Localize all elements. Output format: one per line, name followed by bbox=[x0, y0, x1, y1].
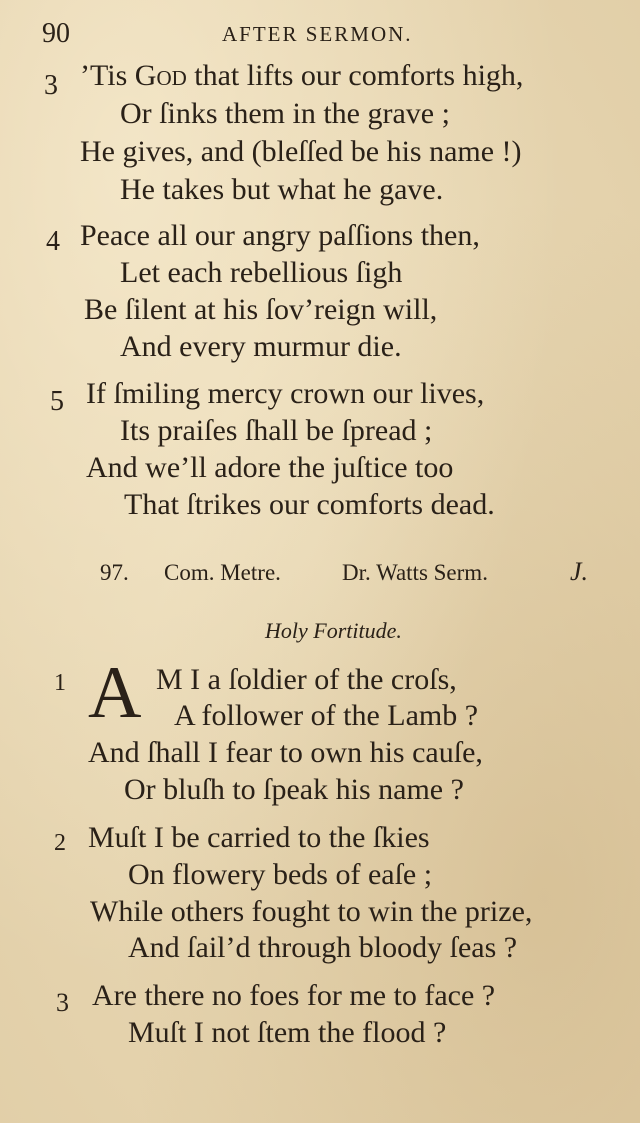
verse-line: And every murmur die. bbox=[120, 330, 402, 363]
divine-name: God bbox=[134, 59, 187, 92]
verse-text: ’Tis bbox=[80, 59, 135, 92]
verse-line: He gives, and (bleſſed be his name !) bbox=[80, 135, 522, 168]
page-header bbox=[42, 18, 602, 58]
verse-line: On flowery beds of eaſe ; bbox=[128, 858, 433, 891]
verse-line: Muſt I not ſtem the flood ? bbox=[128, 1016, 447, 1049]
stanza-number: 3 bbox=[56, 988, 69, 1017]
verse-line: Or bluſh to ſpeak his name ? bbox=[124, 773, 464, 806]
stanza-number: 4 bbox=[46, 226, 60, 257]
verse-text: that lifts our comforts high, bbox=[186, 59, 524, 92]
stanza-number: 3 bbox=[44, 70, 58, 101]
verse-line: Peace all our angry paſſions then, bbox=[80, 219, 480, 252]
verse-line: M I a ſoldier of the croſs, bbox=[156, 663, 457, 696]
page-number: 90 bbox=[42, 18, 70, 49]
verse-line: Let each rebellious ſigh bbox=[120, 256, 403, 289]
verse-line: Be ſilent at his ſov’reign will, bbox=[84, 293, 438, 326]
verse-line: A follower of the Lamb ? bbox=[174, 699, 479, 732]
verse-line: Are there no foes for me to face ? bbox=[92, 979, 496, 1012]
drop-cap: A bbox=[88, 652, 142, 734]
stanza-number: 1 bbox=[54, 670, 66, 696]
verse-line: Or ſinks them in the grave ; bbox=[120, 97, 450, 130]
verse-line: Its praiſes ſhall be ſpread ; bbox=[120, 414, 433, 447]
verse-line: If ſmiling mercy crown our lives, bbox=[86, 377, 485, 410]
verse-line: While others fought to win the prize, bbox=[90, 895, 533, 928]
hymn-source: Dr. Watts Serm. bbox=[342, 560, 488, 585]
hymn-mark: J. bbox=[570, 557, 589, 586]
hymn-title: Holy Fortitude. bbox=[265, 618, 402, 643]
running-head: AFTER SERMON. bbox=[222, 22, 413, 46]
verse-line: And ſail’d through bloody ſeas ? bbox=[128, 931, 518, 964]
verse-line: That ſtrikes our comforts dead. bbox=[124, 488, 495, 521]
stanza-number: 5 bbox=[50, 386, 64, 417]
hymn-metre: Com. Metre. bbox=[164, 560, 281, 585]
verse-line bbox=[80, 58, 523, 94]
stanza-number: 2 bbox=[54, 830, 66, 856]
verse-line: He takes but what he gave. bbox=[120, 173, 444, 206]
verse-line: And ſhall I fear to own his cauſe, bbox=[88, 736, 483, 769]
verse-line: Muſt I be carried to the ſkies bbox=[88, 821, 430, 854]
hymn-number: 97. bbox=[100, 560, 129, 585]
verse-line: And we’ll adore the juſtice too bbox=[86, 451, 454, 484]
